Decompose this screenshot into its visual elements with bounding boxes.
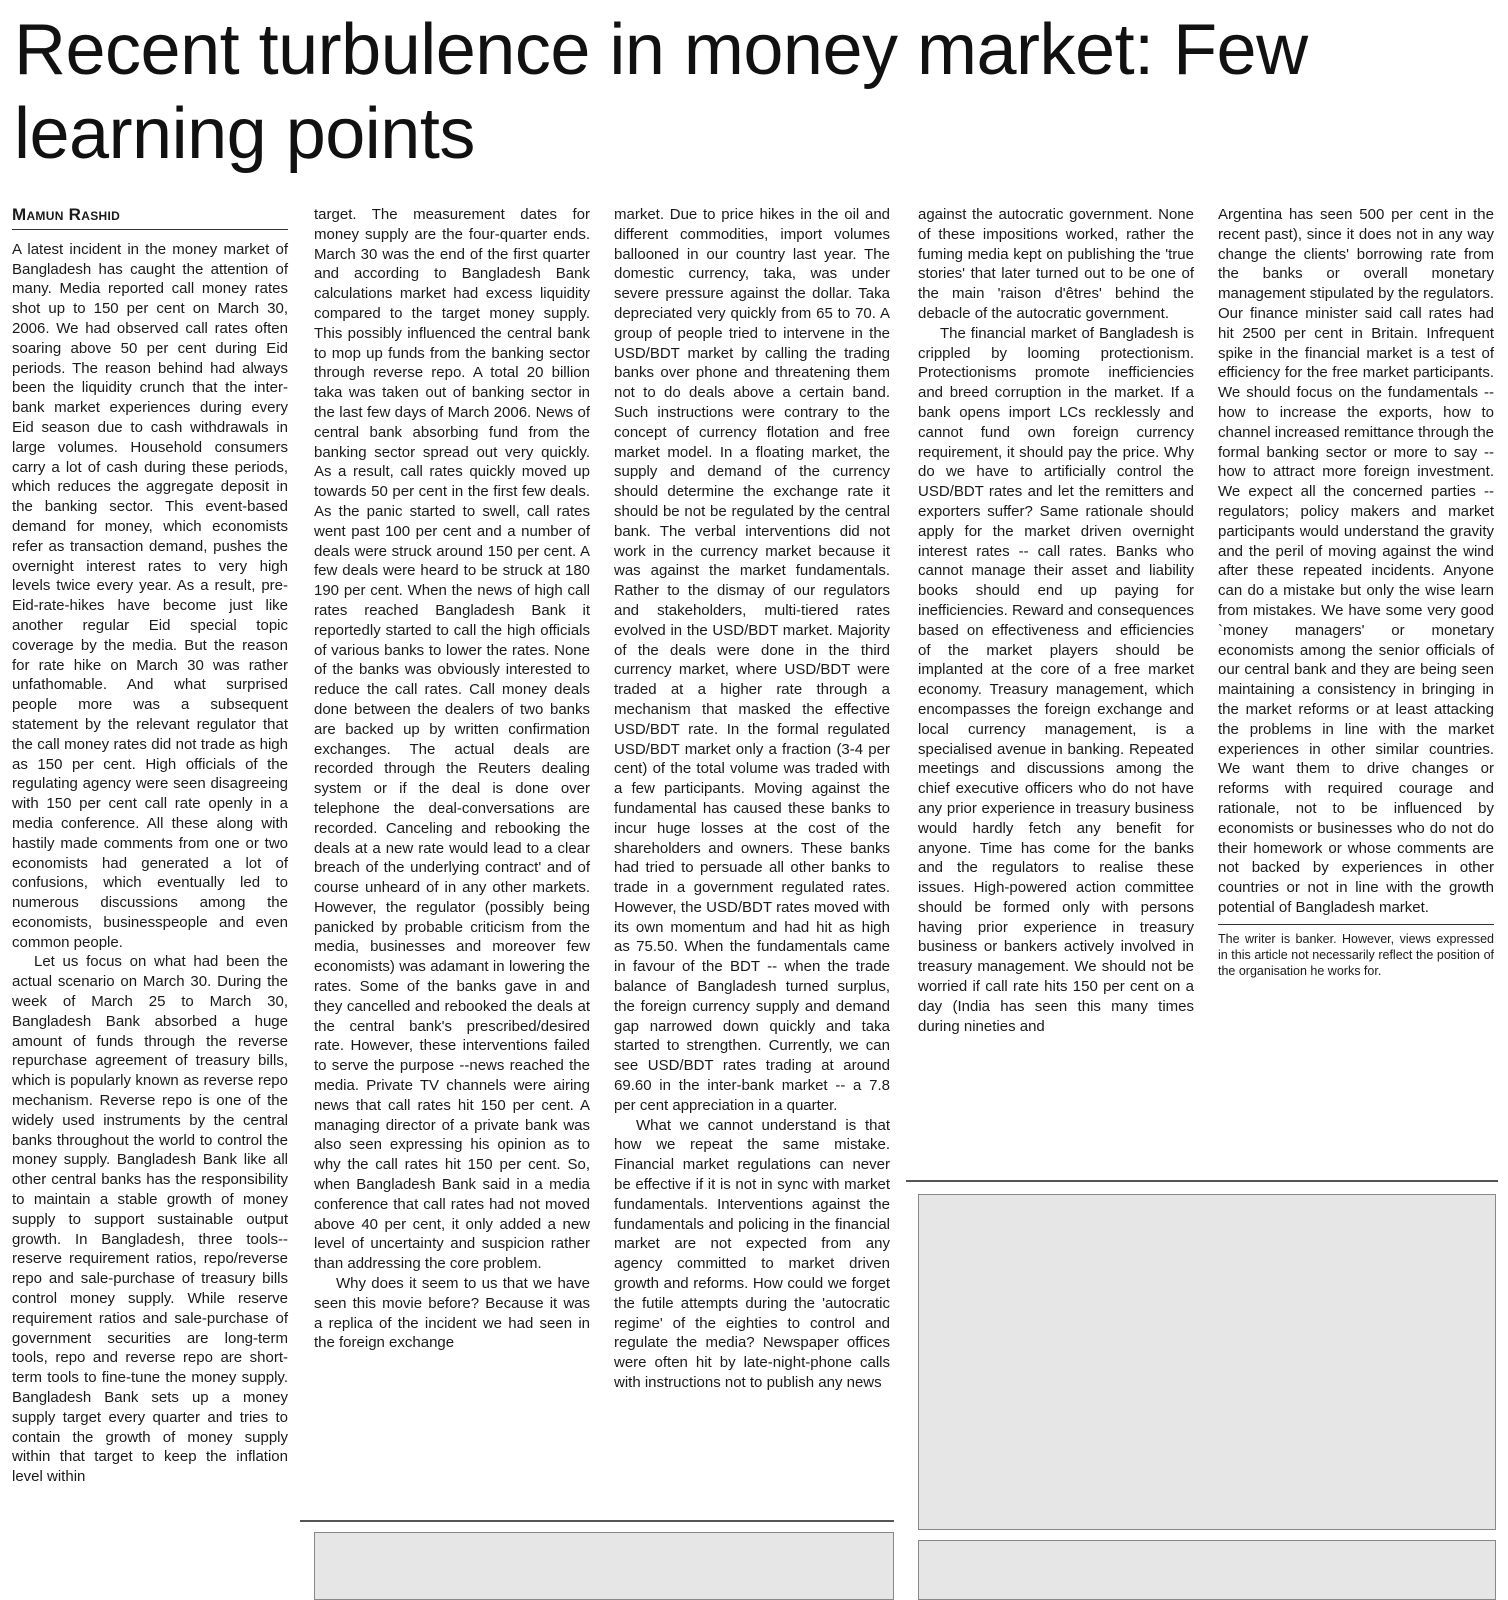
author-name: Mamun Rashid	[12, 205, 121, 224]
paragraph: A latest incident in the money market of Bangladesh has caught the attention of many. Media reported call money rates shot up to 150 per cent on March 30, 2006. We had observed call rates often soaring above 50 per cent during Eid periods. The reason behind had always been the liquidity crunch that the inter-bank market experiences during every Eid season due to cash withdrawals in large volumes. Household consumers carry a lot of cash during these periods, which reduces the aggregate deposit in the banking sector. This event-based demand for money, which economists refer as transaction demand, pushes the overnight interest rates to very high levels twice every year. As a result, pre-Eid-rate-hikes have become just like another regular Eid special topic coverage by the media. But the reason for rate hike on March 30 was rather unfathomable. And what surprised people more was a subsequent statement by the relevant regulator that the call money rates did not trade as high as 150 per cent. High officials of the regulating agency were seen disagreeing with 150 per cent call rate openly in a media conference. All these along with hastily made comments from one or two economists had generated a lot of confusions, which eventually led to numerous discussions among the economists, businesspeople and even common people.	[12, 240, 288, 951]
divider	[300, 1520, 894, 1522]
column-4	[918, 205, 1194, 1036]
paragraph: The financial market of Bangladesh is crippled by looming protectionism. Protectionisms promote inefficiencies and breed corruption in the market. If a bank opens import LCs recklessly and cannot fund own foreign currency requirement, it should pay the price. Why do we have to artificially control the USD/BDT rates and let the remitters and exporters suffer? Same rationale should apply for the market driven overnight interest rates -- call rates. Banks who cannot manage their asset and liability books should end up paying for inefficiencies. Reward and consequences based on effectiveness and efficiencies of the market players should be implanted at the core of a free market economy. Treasury management, which encompasses the foreign exchange and local currency management, is a specialised avenue in banking. Repeated meetings and discussions among the chief executive officers who do not have any prior experience in treasury business would hardly fetch any benefit for anyone. Time has come for the banks and the regulators to realise these issues. High-powered action committee should be formed only with persons having prior experience in treasury business or bankers actively involved in treasury management. We should not be worried if call rate hits 150 per cent on a day (India has seen this many times during nineties and	[918, 324, 1194, 1035]
placeholder-box	[314, 1532, 894, 1600]
placeholder-box	[918, 1540, 1496, 1600]
column-2	[314, 205, 590, 1353]
paragraph: target. The measurement dates for money supply are the four-quarter ends. March 30 was the end of the first quarter and according to Bangladesh Bank calculations market had excess liquidity compared to the target money supply. This possibly influenced the central bank to mop up funds from the banking sector through reverse repo. A total 20 billion taka was taken out of banking sector in the last few days of March 2006. News of central bank absorbing fund from the banking sector spread out very quickly. As a result, call rates quickly moved up towards 50 per cent in the first few deals. As the panic started to swell, call rates went past 100 per cent and a number of deals were struck around 150 per cent. A few deals were heard to be struck at 180 190 per cent. When the news of high call rates reached Bangladesh Bank it reportedly started to call the high officials of various banks to lower the rates. None of the banks was obviously interested to reduce the call rates. Call money deals done between the dealers of two banks are backed up by written confirmation exchanges. The actual deals are recorded through the Reuters dealing system or if the deal is done over telephone the deal-conversations are recorded. Canceling and rebooking the deals at a new rate would lead to a clear breach of the underlying contract' and of course unheard of in any other markets. However, the regulator (possibly being panicked by probable criticism from the media, businesses and moreover few economists) was adamant in lowering the rates. Some of the banks gave in and they cancelled and rebooked the deals at the central bank's prescribed/desired rate. However, these interventions failed to serve the purpose --news reached the media. Private TV channels were airing news that call rates hit 150 per cent. A managing director of a private bank was also seen expressing his opinion as to why the call rates hit 150 per cent. So, when Bangladesh Bank said in a media conference that call rates had not moved above 40 per cent, it only added a new level of uncertainty and suspicion rather than addressing the core problem.	[314, 206, 590, 1273]
paragraph: Why does it seem to us that we have seen this movie before? Because it was a replica of the incident we had seen in the foreign exchange	[314, 1275, 590, 1352]
column-5	[1218, 205, 1494, 979]
paragraph: Argentina has seen 500 per cent in the recent past), since it does not in any way change the clients' borrowing rate from the banks or overall monetary management stipulated by the regulators. Our finance minister said call rates had hit 2500 per cent in Britain. Infrequent spike in the financial market is a test of efficiency for the free market participants. We should focus on the fundamentals -- how to increase the exports, how to channel increased remittance through the formal banking sector or more to say --how to attract more foreign investment. We expect all the concerned parties -- regulators; policy makers and market participants would understand the gravity and the peril of moving against the wind after these repeated incidents. Anyone can do a mistake but only the wise learn from mistakes. We have some very good `money managers' or monetary economists among the senior officials of our central bank and they are being seen maintaining a consistency in bringing in the market reforms or at least attacking the problems in line with the market experiences in other similar countries. We want them to drive changes or reforms with required courage and rationale, not to be influenced by economists or businesses who do not do their homework or whose comments are not backed by experiences in other countries or not in line with the growth potential of Bangladesh market.	[1218, 206, 1495, 916]
column-3	[614, 205, 890, 1393]
divider	[906, 1180, 1498, 1182]
paragraph: market. Due to price hikes in the oil and different commodities, import volumes ballooned in our country last year. The domestic currency, taka, was under severe pressure against the dollar. Taka depreciated very quickly from 65 to 70. A group of people tried to intervene in the USD/BDT market by calling the trading banks over phone and threatening them not to do deals above a certain band. Such instructions were contrary to the concept of currency flotation and free market model. In a floating market, the supply and demand of the currency should determine the exchange rate it should be not be regulated by the central bank. The verbal interventions did not work in the currency market because it was against the market fundamentals. Rather to the dismay of our regulators and stakeholders, multi-tiered rates evolved in the USD/BDT market. Majority of the deals were done in the third currency market, where USD/BDT were traded at a higher rate through a mechanism that masked the effective USD/BDT rate. In the formal regulated USD/BDT market only a fraction (3-4 per cent) of the total volume was traded with a few participants. Moving against the fundamental has caused these banks to incur huge losses at the cost of the shareholders and owners. These banks had tried to persuade all other banks to trade in a government regulated rates. However, the USD/BDT rates moved with its own momentum and had hit as high as 75.50. When the fundamentals came in favour of the BDT -- when the trade balance of Bangladesh turned surplus, the foreign currency supply and demand gap narrowed down quickly and taka started to strengthen. Currently, we can see USD/BDT rates trading at around 69.60 in the inter-bank market -- a 7.8 per cent appreciation in a quarter.	[614, 206, 890, 1114]
byline	[12, 205, 288, 230]
paragraph: Let us focus on what had been the actual scenario on March 30. During the week of March 25 to March 30, Bangladesh Bank absorbed a huge amount of funds through the reverse repurchase agreement of treasury bills, which is popularly known as reverse repo mechanism. Reverse repo is one of the widely used instruments by the central banks throughout the world to control the money supply. Bangladesh Bank like all other central banks has the responsibility to maintain a stable growth of money supply to support sustainable output growth. In Bangladesh, three tools-- reserve requirement ratios, repo/reverse repo and sale-purchase of treasury bills control money supply. While reserve requirement ratios and sale-purchase of government securities are long-term tools, repo and reverse repo are short-term tools to fine-tune the money supply. Bangladesh Bank sets up a money supply target every quarter and tries to contain the growth of money supply within that target to keep the inflation level within	[12, 953, 288, 1486]
column-1	[12, 205, 288, 1487]
paragraph: against the autocratic government. None of these impositions worked, rather the fuming media kept on publishing the 'true stories' that later turned out to be one of the main 'raison d'êtres' behind the debacle of the autocratic government.	[918, 206, 1194, 322]
paragraph: What we cannot understand is that how we repeat the same mistake. Financial market regulations can never be effective if it is not in sync with market fundamentals. Interventions against the fundamentals and policing in the financial market are not expected from any agency committed to market driven growth and reforms. How could we forget the futile attempts during the 'autocratic regime' of the eighties to control and regulate the media? Newspaper offices were often hit by late-night-phone calls with instructions not to publish any news	[614, 1116, 890, 1392]
author-footnote: The writer is banker. However, views expressed in this article not necessarily reflect the position of the organisation he works for.	[1218, 924, 1494, 979]
headline: Recent turbulence in money market: Few learning points	[14, 10, 1308, 174]
placeholder-box	[918, 1194, 1496, 1530]
